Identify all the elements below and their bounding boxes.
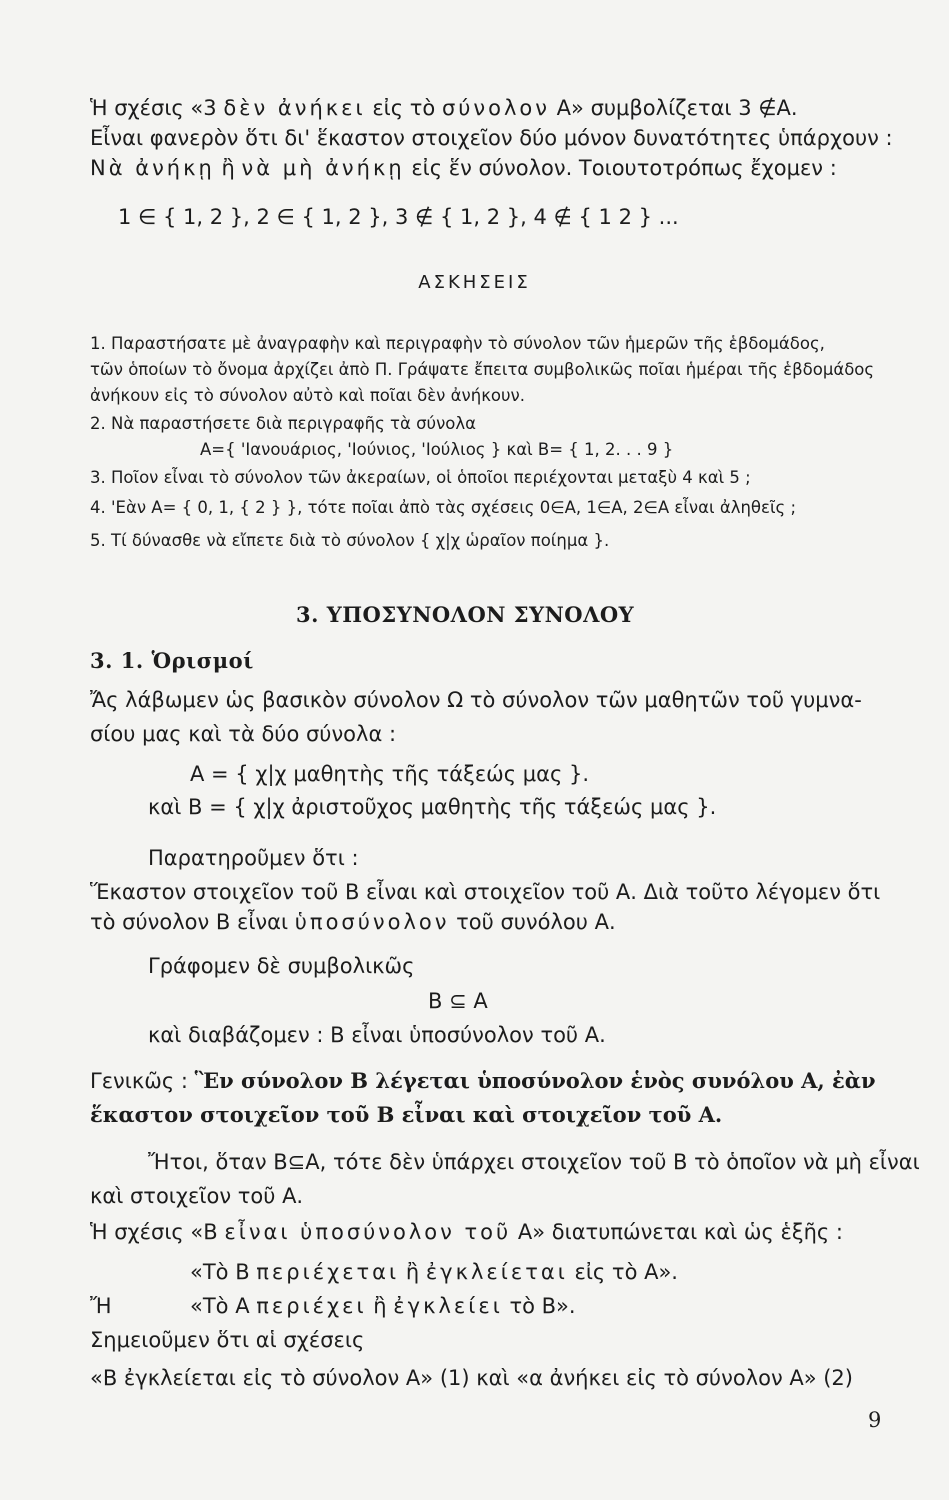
exercise-line: 4. 'Εὰν Α= { 0, 1, { 2 } }, τότε ποῖαι ἀπὸ τὰς σχέσεις 0∈Α, 1∈Α, 2∈Α εἶναι ἀληθεῖς ;	[90, 498, 797, 517]
subset-symbol: Β ⊆ Α	[428, 989, 488, 1013]
quote-line: «Τὸ Β περιέχεται ἢ ἐγκλείεται εἰς τὸ Α».	[190, 1260, 678, 1284]
definition-line: ἕκαστον στοιχεῖον τοῦ Β εἶναι καὶ στοιχεῖον τοῦ Α.	[90, 1102, 723, 1127]
body-line: Σημειοῦμεν ὅτι αἱ σχέσεις	[90, 1328, 365, 1352]
body-line: Ἕκαστον στοιχεῖον τοῦ Β εἶναι καὶ στοιχεῖον τοῦ Α. Διὰ τοῦτο λέγομεν ὅτι	[90, 880, 881, 904]
body-line: «Β ἐγκλείεται εἰς τὸ σύνολον Α» (1) καὶ «α ἀνήκει εἰς τὸ σύνολον Α» (2)	[90, 1366, 853, 1390]
membership-formula: 1 ∈ { 1, 2 }, 2 ∈ { 1, 2 }, 3 ∉ { 1, 2 }, 4 ∉ { 1 2 } ...	[118, 205, 679, 229]
exercise-line: 5. Τί δύνασθε νὰ εἴπετε διὰ τὸ σύνολον { χ|χ ὡραῖον ποίημα }.	[90, 531, 610, 550]
intro-line-2: Εἶναι φανερὸν ὅτι δι' ἕκαστον στοιχεῖον δύο μόνον δυνατότητες ὑπάρχουν :	[90, 126, 893, 150]
exercise-line: 1. Παραστήσατε μὲ ἀναγραφὴν καὶ περιγραφὴν τὸ σύνολον τῶν ἡμερῶν τῆς ἑβδομάδος,	[90, 334, 825, 353]
body-line: Παρατηροῦμεν ὅτι :	[148, 846, 359, 870]
exercise-line: 2. Νὰ παραστήσετε διὰ περιγραφῆς τὰ σύνολα	[90, 414, 477, 433]
set-a-definition: Α = { χ|χ μαθητὴς τῆς τάξεώς μας }.	[190, 762, 589, 786]
exercise-line: τῶν ὁποίων τὸ ὄνομα ἀρχίζει ἀπὸ Π. Γράψατε ἔπειτα συμβολικῶς ποῖαι ἡμέραι τῆς ἑβδομάδος	[90, 360, 875, 379]
quote-line: «Τὸ Α περιέχει ἢ ἐγκλείει τὸ Β».	[190, 1294, 576, 1318]
body-line: σίου μας καὶ τὰ δύο σύνολα :	[90, 722, 397, 746]
intro-line-3: Νὰ ἀνήκῃ ἢ νὰ μὴ ἀνήκῃ εἰς ἕν σύνολον. Τοιουτοτρόπως ἔχομεν :	[90, 156, 837, 180]
body-line: καὶ στοιχεῖον τοῦ Α.	[90, 1184, 304, 1208]
body-line: Γράφομεν δὲ συμβολικῶς	[148, 954, 415, 978]
body-line: Ἄς λάβωμεν ὡς βασικὸν σύνολον Ω τὸ σύνολον τῶν μαθητῶν τοῦ γυμνα-	[90, 688, 862, 712]
section-title: 3. ΥΠΟΣΥΝΟΛΟΝ ΣΥΝΟΛΟΥ	[296, 602, 635, 627]
exercise-line: Α={ 'Ιανουάριος, 'Ιούνιος, 'Ιούλιος } καὶ Β= { 1, 2. . . 9 }	[200, 440, 674, 459]
set-b-definition: καὶ Β = { χ|χ ἀριστοῦχος μαθητὴς τῆς τάξεώς μας }.	[148, 795, 717, 819]
exercises-title: ΑΣΚΗΣΕΙΣ	[418, 272, 531, 293]
body-line: Ἤτοι, ὅταν Β⊆Α, τότε δὲν ὑπάρχει στοιχεῖον τοῦ Β τὸ ὁποῖον νὰ μὴ εἶναι	[148, 1150, 920, 1174]
exercise-line: 3. Ποῖον εἶναι τὸ σύνολον τῶν ἀκεραίων, οἱ ὁποῖοι περιέχονται μεταξὺ 4 καὶ 5 ;	[90, 468, 751, 487]
body-line: Ἡ σχέσις «Β εἶναι ὑποσύνολον τοῦ Α» διατυπώνεται καὶ ὡς ἑξῆς :	[90, 1220, 843, 1244]
intro-line-1: Ἡ σχέσις «3 δὲν ἀνήκει εἰς τὸ σύνολον Α» συμβολίζεται 3 ∉Α.	[90, 96, 798, 120]
body-line: καὶ διαβάζομεν : Β εἶναι ὑποσύνολον τοῦ Α.	[148, 1023, 606, 1047]
or-word: Ἤ	[90, 1294, 112, 1318]
subsection-title: 3. 1. Ὁρισμοί	[90, 648, 254, 673]
exercise-line: ἀνήκουν εἰς τὸ σύνολον αὐτὸ καὶ ποῖαι δὲν ἀνήκουν.	[90, 386, 526, 405]
page-number: 9	[868, 1408, 882, 1432]
definition-line: Γενικῶς : Ἓν σύνολον Β λέγεται ὑποσύνολον ἑνὸς συνόλου Α, ἐὰν	[90, 1068, 876, 1093]
body-line: τὸ σύνολον Β εἶναι ὑποσύνολον τοῦ συνόλου Α.	[90, 910, 616, 934]
